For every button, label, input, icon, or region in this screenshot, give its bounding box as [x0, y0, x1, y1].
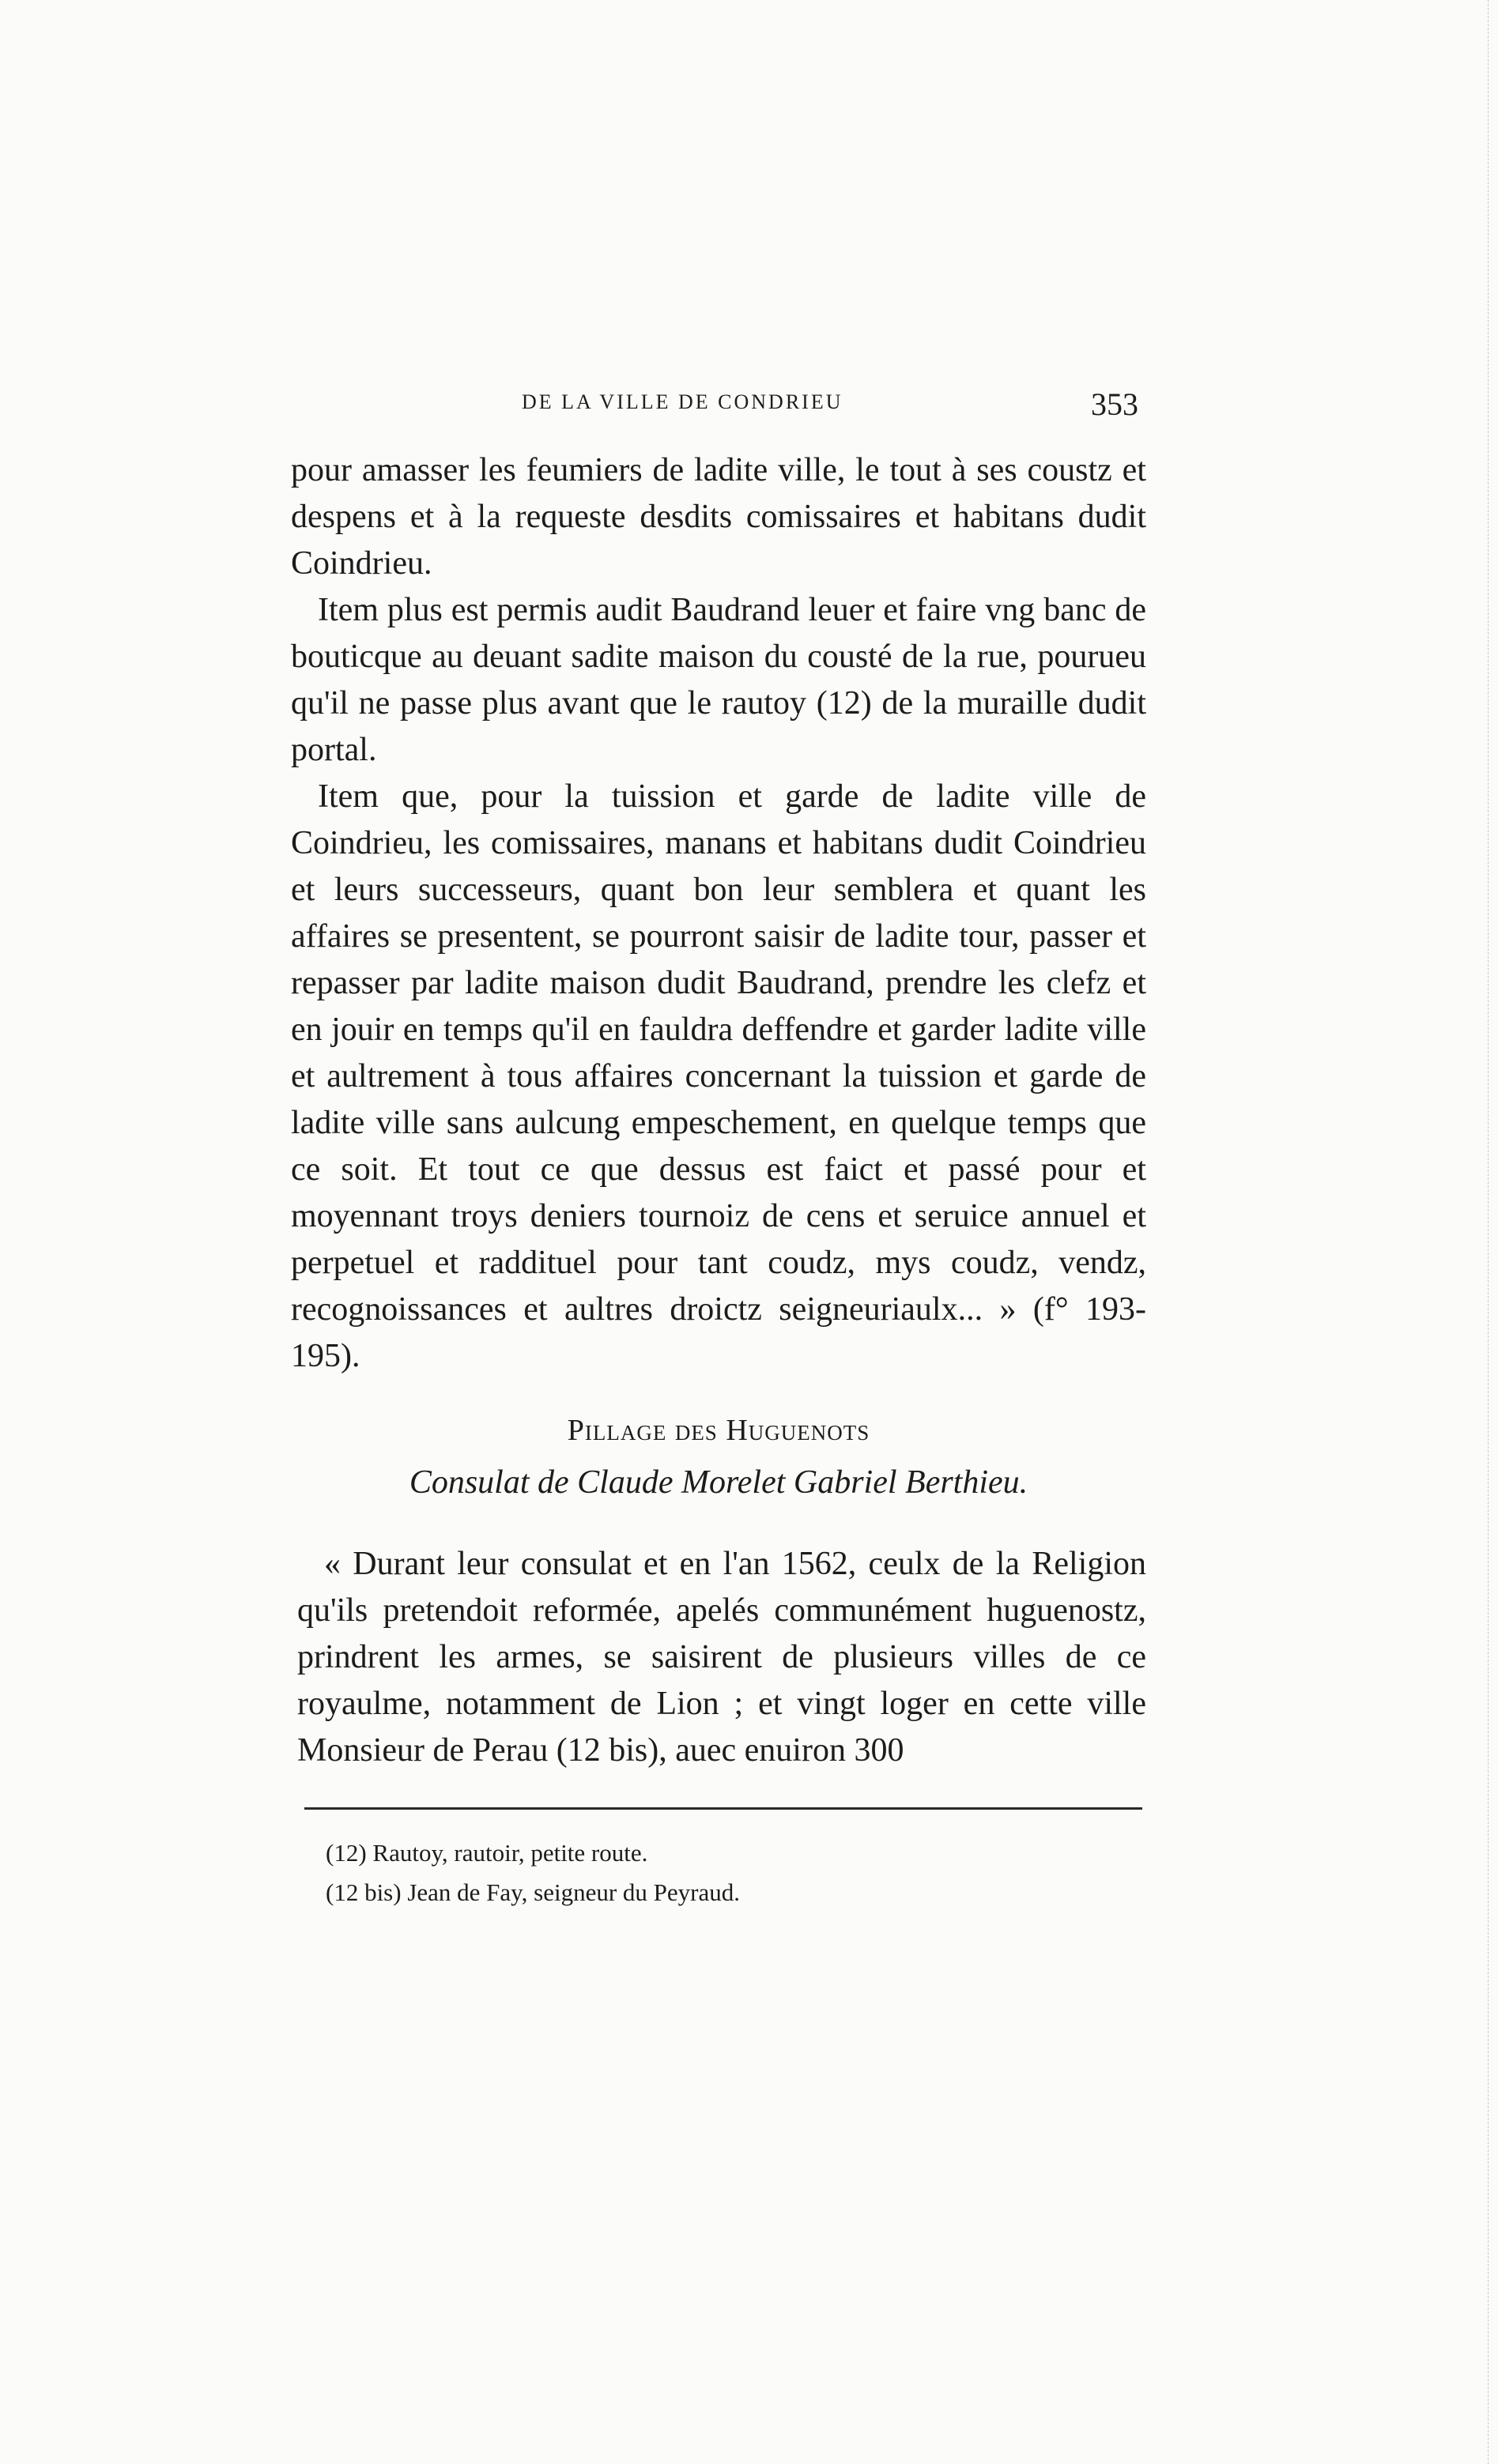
section-title: Pillage des Huguenots [567, 1414, 870, 1447]
footnote-divider [304, 1807, 1142, 1810]
footnote: (12) Rautoy, rautoir, petite route. [326, 1839, 648, 1867]
running-title: DE LA VILLE DE CONDRIEU [522, 390, 843, 413]
page-header [296, 386, 1146, 433]
section-text [297, 1541, 1146, 1774]
footnote: (12 bis) Jean de Fay, seigneur du Peyraud. [326, 1878, 741, 1906]
main-text [291, 447, 1146, 1380]
paragraph: Item plus est permis audit Baudrand leuer et faire vng banc de bouticque au deuant sadite maison du cousté de la rue, pourueu qu'il ne passe plus avant que le rautoy (12) de la muraille dudit portal. [291, 592, 1146, 768]
paragraph: « Durant leur consulat et en l'an 1562, ceulx de la Religion qu'ils pretendoit reformée, apelés communément huguenostz, prindrent les armes, se saisirent de plusieurs villes de ce royaulme, notamment de Lion ; et vingt loger en cette ville Monsieur de Perau (12 bis), auec enuiron 300 [297, 1546, 1146, 1769]
section-subtitle: Consulat de Claude Morelet Gabriel Berthieu. [409, 1464, 1028, 1501]
scan-edge-artifact [1488, 0, 1498, 2464]
page-number: 353 [1091, 386, 1138, 422]
paragraph: Item que, pour la tuission et garde de ladite ville de Coindrieu, les comissaires, manans et habitans dudit Coindrieu et leurs successeurs, quant bon leur semblera et quant les affaires se presentent, se pourront saisir de ladite tour, passer et repasser par ladite maison dudit Baudrand, prendre les clefz et en jouir en temps qu'il en fauldra deffendre et garder ladite ville et aultrement à tous affaires concernant la tuission et garde de ladite ville sans aulcung empeschement, en quelque temps que ce soit. Et tout ce que dessus est faict et passé pour et moyennant troys deniers tournoiz de cens et seruice annuel et perpetuel et raddituel pour tant coudz, mys coudz, vendz, recognoissances et aultres droictz seigneuriaulx... » (f° 193-195). [291, 778, 1146, 1374]
paragraph: pour amasser les feumiers de ladite ville, le tout à ses coustz et despens et à la requeste desdits comissaires et habitans dudit Coindrieu. [291, 452, 1146, 582]
footnotes [326, 1833, 1140, 1912]
